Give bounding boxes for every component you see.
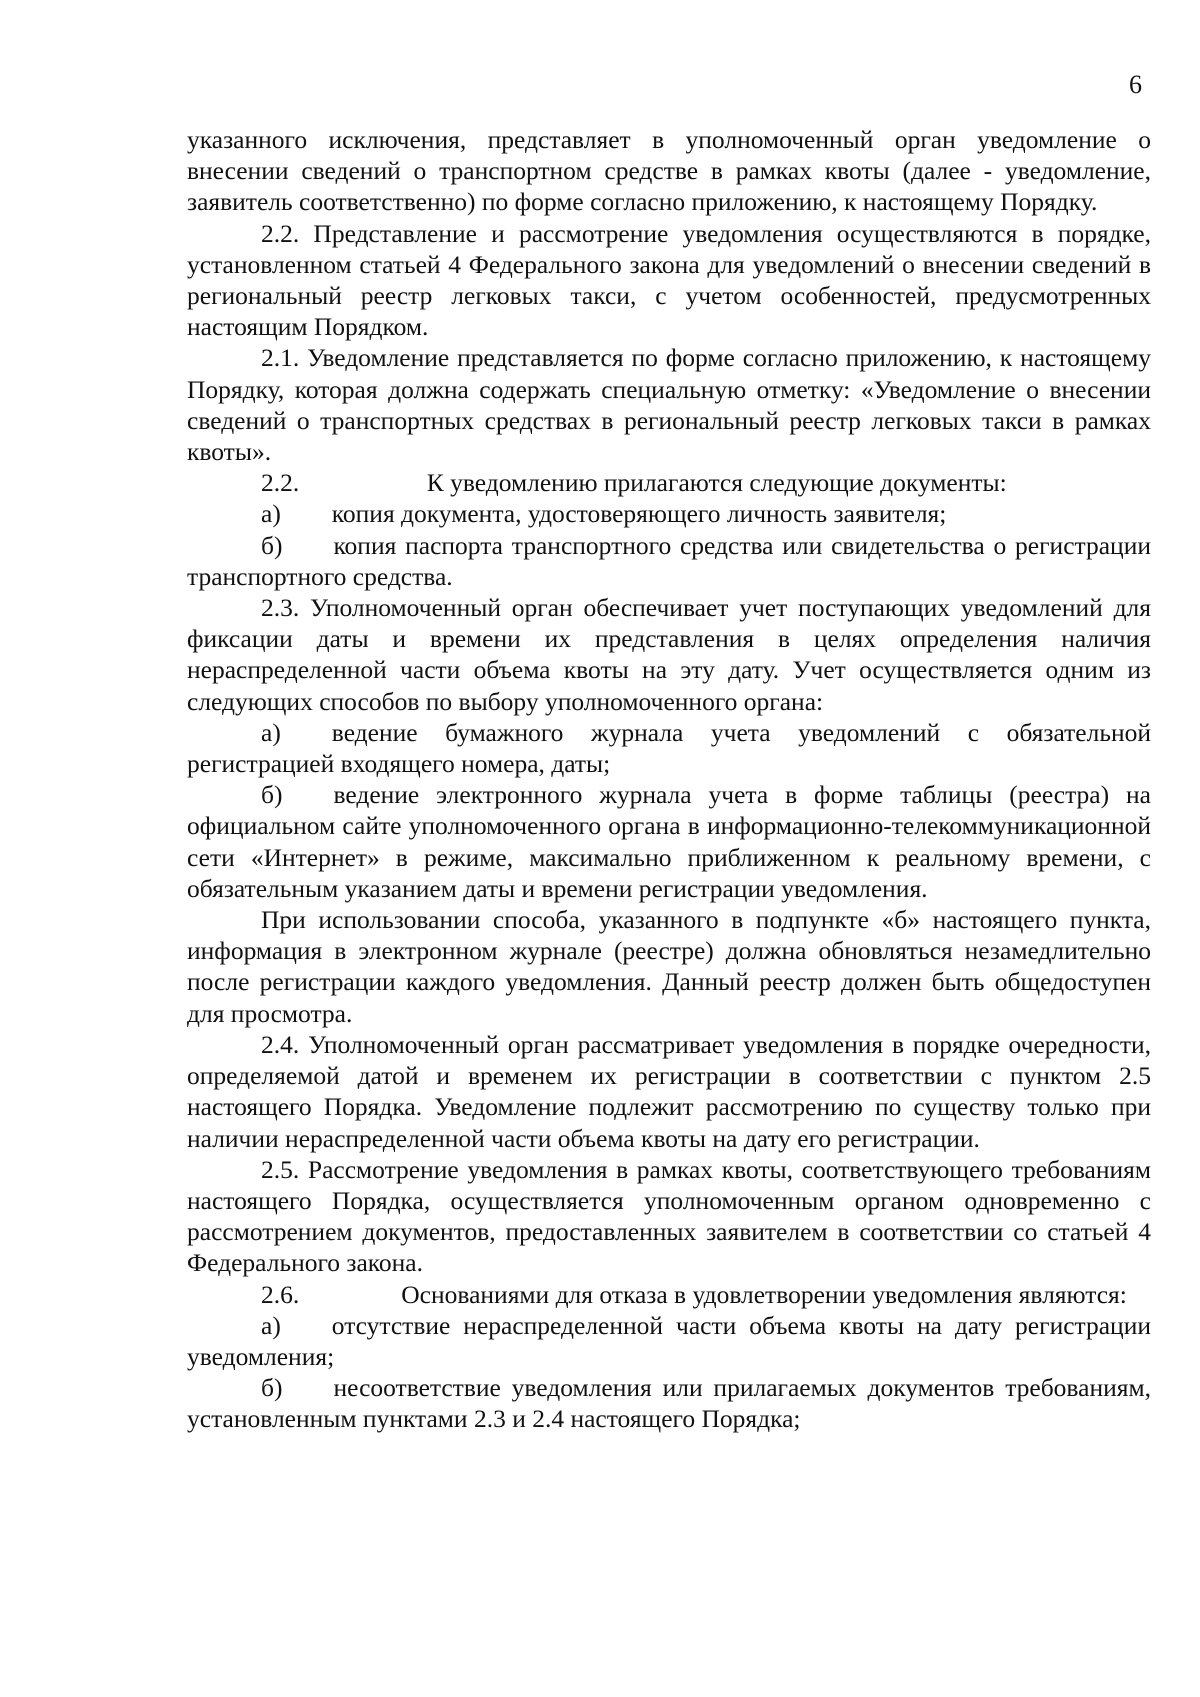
list-item-a-id-copy: а) копия документа, удостоверяющего личность заявителя; [261,499,947,529]
page-number: 6 [1129,70,1142,99]
list-item-a-no-quota: а) отсутствие нераспределенной части объема квоты на дату регистрации уведомления; [187,1310,1151,1371]
list-item-b-electronic-journal: б) ведение электронного журнала учета в форме таблицы (реестра) на официальном сайте уполномоченного органа в информационно-телекоммуникационной сети «Интернет» в режиме, максимально приближенном к реальному времени, с обязательным указанием даты и времени регистрации уведомления. [187,780,1151,903]
paragraph-continuation: указанного исключения, представляет в уполномоченный орган уведомление о внесении сведений о транспортном средстве в рамках квоты (далее - уведомление, заявитель соответственно) по форме согласно приложению, к настоящему Порядку. [187,125,1151,217]
paragraph-2-3-registration: 2.3. Уполномоченный орган обеспечивает учет поступающих уведомлений для фиксации даты и времени их представления в целях определения наличия нераспределенной части объема квоты на эту дату. Учет осуществляется одним из следующих способов по выбору уполномоченного органа: [187,593,1151,716]
document-body [187,124,1151,1435]
list-item-b-vehicle-passport: б) копия паспорта транспортного средства или свидетельства о регистрации транспортного средства. [187,530,1151,591]
paragraph-2-2-attachments: 2.2. К уведомлению прилагаются следующие документы: [261,468,1007,498]
paragraph-2-5-review: 2.5. Рассмотрение уведомления в рамках квоты, соответствующего требованиям настоящего Порядка, осуществляется уполномоченным органом одновременно с рассмотрением документов, предоставленных заявителем в соответствии со статьей 4 Федерального закона. [187,1154,1151,1278]
paragraph-2-4-order: 2.4. Уполномоченный орган рассматривает уведомления в порядке очередности, определяемой датой и временем их регистрации в соответствии с пунктом 2.5 настоящего Порядка. Уведомление подлежит рассмотрению по существу только при наличии нераспределенной части объема квоты на дату его регистрации. [187,1029,1151,1153]
paragraph-2-6-refusal-grounds: 2.6. Основаниями для отказа в удовлетворении уведомления являются: [261,1279,1127,1309]
paragraph-electronic-registry-note: При использовании способа, указанного в подпункте «б» настоящего пункта, информация в электронном журнале (реестре) должна обновляться незамедлительно после регистрации каждого уведомления. Данный реестр должен быть общедоступен для просмотра. [187,905,1151,1028]
paragraph-2-1-notice-form: 2.1. Уведомление представляется по форме согласно приложению, к настоящему Порядку, которая должна содержать специальную отметку: «Уведомление о внесении сведений о транспортных средствах в региональный реестр легковых такси в рамках квоты». [187,343,1151,467]
paragraph-2-2-submission: 2.2. Представление и рассмотрение уведомления осуществляются в порядке, установленном статьей 4 Федерального закона для уведомлений о внесении сведений в региональный реестр легковых такси, с учетом особенностей, предусмотренных настоящим Порядком. [187,218,1151,342]
list-item-a-paper-journal: а) ведение бумажного журнала учета уведомлений с обязательной регистрацией входящего номера, даты; [187,717,1151,779]
list-item-b-noncompliance: б) несоответствие уведомления или прилагаемых документов требованиям, установленным пунктами 2.3 и 2.4 настоящего Порядка; [187,1373,1151,1434]
